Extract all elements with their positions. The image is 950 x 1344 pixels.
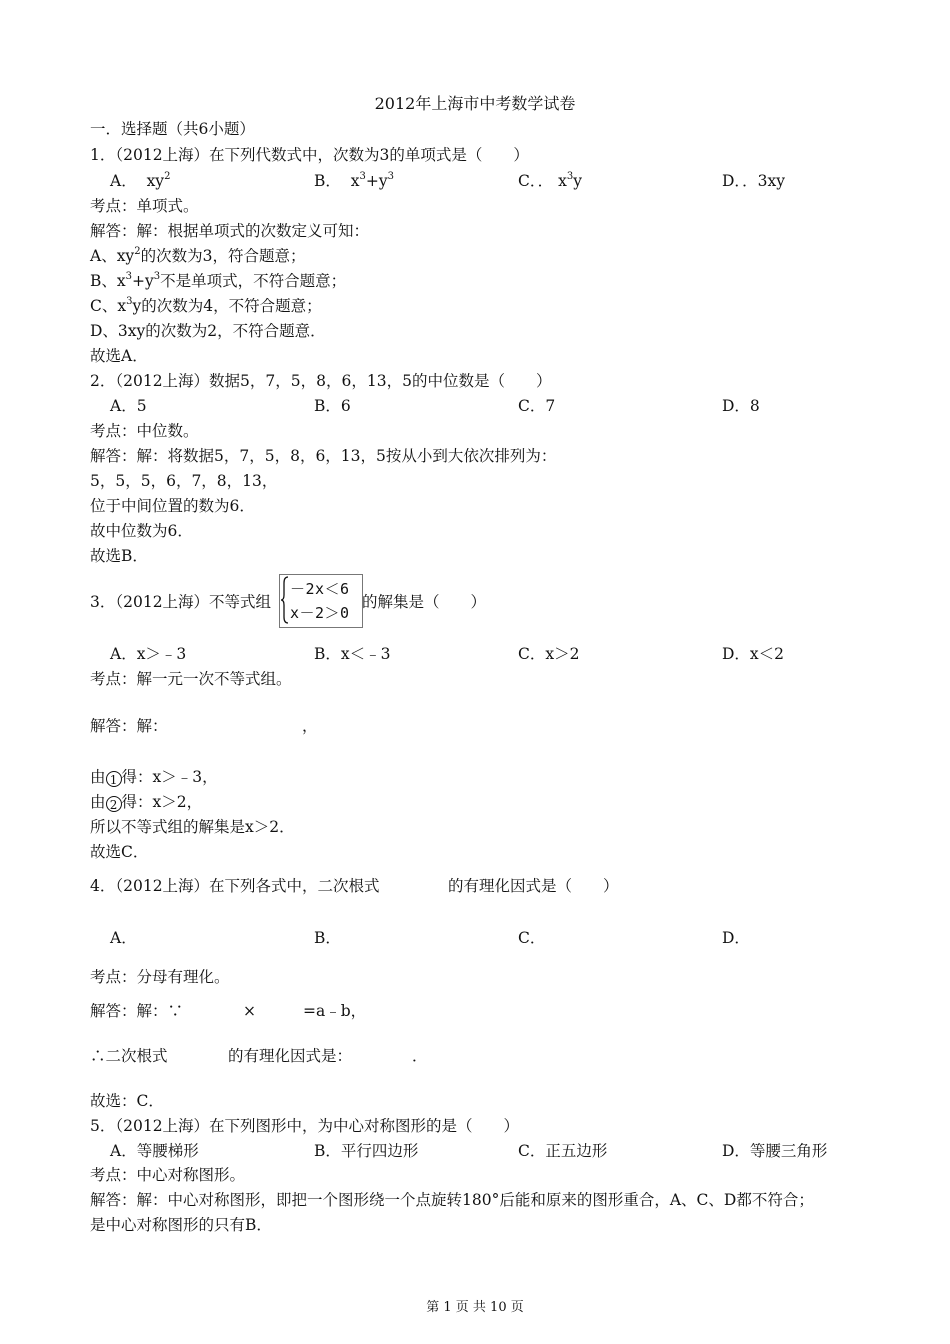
circled-2-icon: 2	[106, 796, 122, 812]
q1-line-b: B、$x^3+y^3$不是单项式，不符合题意；	[90, 270, 347, 290]
q3-jieda: 解答：解：	[90, 717, 168, 735]
q2-kaodian: 考点：中位数。	[90, 422, 199, 440]
q1-stem: 1．（2012上海）在下列代数式中，次数为3的单项式是（ ）	[90, 146, 529, 164]
q4-kaodian: 考点：分母有理化。	[90, 968, 230, 986]
inequality-2: x－2＞0	[290, 604, 350, 622]
q3-stem-pre: 3．（2012上海）不等式组	[90, 593, 272, 611]
q4-jieda: 解答：解：∵	[90, 1002, 184, 1020]
q1-line-c: C、$x^3y$的次数为4，不符合题意；	[90, 295, 322, 315]
q1-jieda: 解答：解：根据单项式的次数定义可知：	[90, 222, 370, 240]
q4-answer: 故选：C．	[90, 1092, 164, 1110]
page-footer: 第 1 页 共 10 页	[426, 1300, 524, 1315]
q3-kaodian: 考点：解一元一次不等式组。	[90, 670, 292, 688]
q4-times: ×	[243, 1002, 256, 1020]
q3-answer: 故选C．	[90, 843, 149, 861]
brace-icon	[281, 575, 289, 625]
q4-equation: =a﹣b，	[303, 1002, 367, 1020]
q4-therefore-pre: ∴二次根式	[90, 1047, 168, 1065]
q4-option-a: A．	[110, 929, 137, 947]
q4-stem-post: 的有理化因式是（ ）	[448, 877, 619, 895]
q5-jieda-2: 是中心对称图形的只有B．	[90, 1216, 272, 1234]
q3-option-d: D．x＜2	[722, 645, 785, 663]
q4-period: ．	[412, 1047, 428, 1065]
q4-stem-pre: 4．（2012上海）在下列各式中，二次根式	[90, 877, 380, 895]
section-heading: 一．选择题（共6小题）	[90, 120, 255, 138]
q1-option-d: D．．3xy	[722, 172, 786, 190]
q3-step-1: 由 1 得：x＞﹣3，	[90, 768, 218, 787]
q1-option-c: C．． $x^3y$	[518, 170, 582, 190]
q4-option-c: C．	[518, 929, 546, 947]
q4-option-d: D．	[722, 929, 750, 947]
q2-option-b: B．6	[314, 397, 351, 415]
q1-option-b: B． $x^3+y^3$	[314, 170, 394, 190]
q2-middle: 位于中间位置的数为6．	[90, 497, 255, 515]
q2-option-a: A．5	[110, 397, 147, 415]
q3-conclusion: 所以不等式组的解集是x＞2．	[90, 818, 295, 836]
q1-kaodian: 考点：单项式。	[90, 197, 199, 215]
q4-option-b: B．	[314, 929, 341, 947]
q1-line-d: D、3xy的次数为2，不符合题意．	[90, 322, 326, 340]
circled-1-icon: 1	[106, 771, 122, 787]
q5-stem: 5．（2012上海）在下列图形中，为中心对称图形的是（ ）	[90, 1117, 520, 1135]
q4-therefore-post: 的有理化因式是：	[228, 1047, 353, 1065]
page-title: 2012年上海市中考数学试卷	[374, 94, 576, 113]
q3-step-2: 由 2 得：x＞2，	[90, 793, 203, 812]
q5-option-b: B．平行四边形	[314, 1142, 419, 1160]
q2-stem: 2．（2012上海）数据5，7，5，8，6，13，5的中位数是（ ）	[90, 372, 552, 390]
q5-kaodian: 考点：中心对称图形。	[90, 1166, 246, 1184]
q3-stem-post: 的解集是（ ）	[362, 593, 487, 611]
q5-option-d: D．等腰三角形	[722, 1142, 828, 1160]
q1-option-a: A． $xy^2$	[110, 170, 171, 190]
q1-line-a: A、$xy^2$的次数为3，符合题意；	[90, 245, 306, 265]
q2-median: 故中位数为6．	[90, 522, 193, 540]
inequality-system-image	[279, 574, 363, 628]
q2-answer: 故选B．	[90, 547, 148, 565]
q2-option-d: D．8	[722, 397, 760, 415]
q3-comma: ，	[302, 717, 318, 735]
q2-option-c: C．7	[518, 397, 556, 415]
q5-option-c: C．正五边形	[518, 1142, 608, 1160]
q2-jieda: 解答：解：将数据5，7，5，8，6，13，5按从小到大依次排列为：	[90, 447, 557, 465]
q3-option-a: A．x＞﹣3	[110, 645, 187, 663]
q5-option-a: A．等腰梯形	[110, 1142, 199, 1160]
q3-option-c: C．x＞2	[518, 645, 580, 663]
inequality-1: －2x＜6	[290, 580, 350, 598]
q3-option-b: B．x＜﹣3	[314, 645, 391, 663]
q2-sorted: 5，5，5，6，7，8，13，	[90, 472, 278, 490]
q5-jieda-1: 解答：解：中心对称图形，即把一个图形绕一个点旋转180°后能和原来的图形重合，A、C、D都不符合；	[90, 1191, 814, 1209]
q1-answer: 故选A．	[90, 347, 148, 365]
